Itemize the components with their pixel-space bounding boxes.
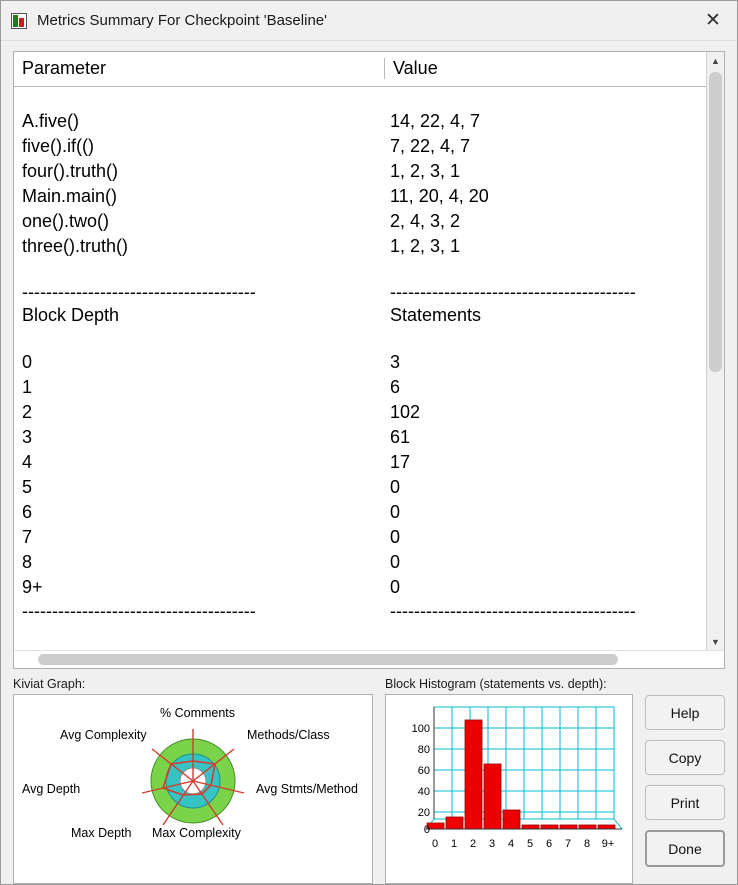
kiviat-axis-label: Max Depth — [71, 826, 132, 840]
depth-label: 8 — [22, 552, 33, 572]
window-title: Metrics Summary For Checkpoint 'Baseline' — [37, 12, 327, 29]
x-tick-label: 9+ — [601, 838, 615, 850]
header-block-depth: Block Depth — [22, 305, 120, 325]
method-row — [14, 109, 706, 259]
depth-label: 5 — [22, 477, 33, 497]
depth-statements: 0 — [390, 527, 401, 547]
depth-rows — [14, 350, 706, 600]
section2-header-row — [14, 303, 706, 328]
metrics-icon — [11, 13, 27, 29]
x-tick-label: 8 — [583, 838, 591, 850]
help-button[interactable] — [645, 695, 725, 730]
done-button[interactable] — [645, 830, 725, 867]
y-tick-label: 0 — [423, 824, 430, 836]
section-end-divider — [14, 600, 706, 622]
kiviat-svg — [14, 695, 372, 855]
kiviat-axis-label: Avg Stmts/Method — [256, 782, 358, 796]
kiviat-graph[interactable] — [13, 694, 373, 884]
scroll-down-icon[interactable]: ▼ — [707, 633, 724, 650]
print-button-label: Print — [670, 794, 700, 811]
kiviat-axis-label: Avg Depth — [22, 782, 81, 796]
depth-label: 4 — [22, 452, 33, 472]
report-vertical-scrollbar[interactable] — [706, 52, 724, 650]
depth-statements: 0 — [390, 552, 401, 572]
copy-button-label: Copy — [668, 749, 702, 766]
x-tick-label: 7 — [564, 838, 572, 850]
depth-statements: 17 — [390, 452, 411, 472]
x-tick-label: 3 — [488, 838, 496, 850]
divider-right: ----------------------------------------- — [390, 282, 636, 302]
y-tick-label: 100 — [411, 723, 430, 735]
block-histogram[interactable] — [385, 694, 633, 884]
method-name: four().truth() — [22, 161, 119, 181]
kiviat-axis-label: % Comments — [160, 706, 236, 720]
kiviat-axis-label: Max Complexity — [152, 826, 241, 840]
y-tick-label: 40 — [417, 786, 430, 798]
vertical-scroll-thumb[interactable] — [709, 72, 722, 372]
kiviat-axis-label: Methods/Class — [247, 728, 330, 742]
x-tick-label: 6 — [545, 838, 553, 850]
depth-statements: 61 — [390, 427, 411, 447]
metrics-report-text[interactable] — [14, 52, 706, 650]
divider-left: --------------------------------------- — [22, 601, 256, 621]
histogram-panel — [385, 677, 633, 884]
depth-label: 2 — [22, 402, 33, 422]
horizontal-scroll-thumb[interactable] — [38, 654, 618, 665]
x-tick-label: 1 — [450, 838, 458, 850]
method-value: 14, 22, 4, 7 — [390, 111, 481, 131]
depth-statements: 6 — [390, 377, 401, 397]
y-tick-label: 60 — [417, 765, 430, 777]
histogram-svg — [386, 695, 632, 855]
depth-label: 6 — [22, 502, 33, 522]
method-value: 7, 22, 4, 7 — [390, 136, 471, 156]
depth-label: 0 — [22, 352, 33, 372]
method-name: A.five() — [22, 111, 80, 131]
help-button-label: Help — [670, 704, 700, 721]
x-tick-label: 5 — [526, 838, 534, 850]
depth-label: 7 — [22, 527, 33, 547]
done-button-label: Done — [668, 840, 702, 857]
method-name: one().two() — [22, 211, 110, 231]
x-tick-label: 4 — [507, 838, 515, 850]
bottom-panels — [13, 677, 725, 884]
metrics-report-panel — [13, 51, 725, 669]
method-value: 2, 4, 3, 2 — [390, 211, 461, 231]
print-button[interactable] — [645, 785, 725, 820]
title-bar — [1, 1, 737, 41]
y-tick-label: 80 — [417, 744, 430, 756]
depth-label: 9+ — [22, 577, 43, 597]
kiviat-label: Kiviat Graph: — [13, 677, 86, 691]
depth-label: 3 — [22, 427, 33, 447]
histogram-label: Block Histogram (statements vs. depth): — [385, 677, 607, 691]
copy-button[interactable] — [645, 740, 725, 775]
report-horizontal-scrollbar[interactable] — [14, 650, 724, 668]
header-statements: Statements — [390, 305, 482, 325]
depth-statements: 0 — [390, 502, 401, 522]
method-value: 1, 2, 3, 1 — [390, 161, 461, 181]
kiviat-axis-label: Avg Complexity — [60, 728, 147, 742]
report-header-row — [14, 52, 706, 87]
method-name: three().truth() — [22, 236, 129, 256]
kiviat-panel — [13, 677, 373, 884]
x-tick-label: 0 — [431, 838, 439, 850]
button-column — [645, 677, 725, 884]
depth-statements: 102 — [390, 402, 421, 422]
close-icon[interactable]: ✕ — [705, 10, 721, 31]
depth-statements: 0 — [390, 577, 401, 597]
section-divider — [14, 281, 706, 303]
divider-right: ----------------------------------------- — [390, 601, 636, 621]
y-tick-label: 20 — [417, 807, 430, 819]
method-name: Main.main() — [22, 186, 118, 206]
header-parameter: Parameter — [22, 58, 107, 78]
depth-statements: 0 — [390, 477, 401, 497]
x-tick-label: 2 — [469, 838, 477, 850]
scroll-up-icon[interactable]: ▲ — [707, 52, 724, 69]
header-value: Value — [384, 58, 706, 79]
divider-left: --------------------------------------- — [22, 282, 256, 302]
method-name: five().if(() — [22, 136, 94, 156]
depth-statements: 3 — [390, 352, 401, 372]
method-value: 11, 20, 4, 20 — [390, 186, 489, 206]
depth-label: 1 — [22, 377, 33, 397]
method-value: 1, 2, 3, 1 — [390, 236, 461, 256]
